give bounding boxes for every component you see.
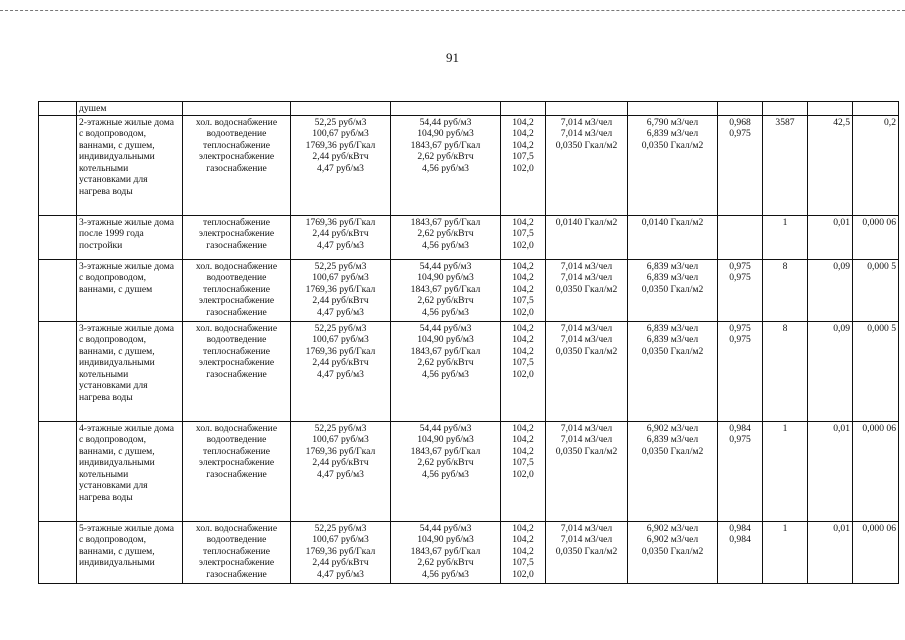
tariff-old-cell xyxy=(291,115,391,215)
tariff-new-cell-line: 1843,67 руб/Гкал xyxy=(410,545,481,557)
norm-old-cell-line: 0,0350 Гкал/м2 xyxy=(555,545,618,557)
tariff-new-cell-line: 104,90 руб/м3 xyxy=(417,534,474,545)
index-cell-line: 102,0 xyxy=(512,468,534,480)
tariff-old-cell-line: 4,47 руб/м3 xyxy=(317,568,364,580)
norm-old-cell-line: 0,0350 Гкал/м2 xyxy=(555,445,618,457)
share-cell xyxy=(853,102,899,116)
index-cell-line: 104,2 xyxy=(512,445,534,457)
services-cell xyxy=(183,321,291,421)
norm-new-cell-line: 6,839 м3/чел xyxy=(646,334,699,345)
index-cell-line: 107,5 xyxy=(512,357,534,368)
tariff-table xyxy=(38,101,899,584)
tariff-new-cell-line: 1843,67 руб/Гкал xyxy=(410,445,481,457)
index-cell-line: 104,2 xyxy=(512,260,534,272)
tariff-old-cell-line: 2,44 руб/кВтч xyxy=(312,357,369,368)
tariff-old-cell-line: 100,67 руб/м3 xyxy=(312,272,369,283)
margin-cell xyxy=(39,102,77,116)
norm-new-cell-line: 6,790 м3/чел xyxy=(646,116,699,128)
count-cell: 8 xyxy=(763,259,808,321)
norm-new-cell-line: 6,839 м3/чел xyxy=(646,128,699,139)
value-cell xyxy=(808,102,853,116)
index-cell-line: 104,2 xyxy=(512,116,534,128)
table-row xyxy=(39,521,899,583)
norm-new-cell-line: 0,0350 Гкал/м2 xyxy=(641,345,704,357)
index-cell xyxy=(501,115,546,215)
coefficient-cell-line: 0,975 xyxy=(729,260,751,272)
tariff-new-cell-line: 4,56 руб/м3 xyxy=(422,368,469,380)
services-cell-line: хол. водоснабжение xyxy=(195,422,278,434)
index-cell-line: 104,2 xyxy=(512,272,534,283)
tariff-old-cell-line: 2,44 руб/кВтч xyxy=(312,295,369,306)
table-row xyxy=(39,259,899,321)
tariff-new-cell-line: 104,90 руб/м3 xyxy=(417,272,474,283)
coefficient-cell-line: 0,975 xyxy=(729,334,751,345)
norm-new-cell-line: 6,839 м3/чел xyxy=(646,260,699,272)
services-cell xyxy=(183,215,291,259)
tariff-new-cell-line: 2,62 руб/кВтч xyxy=(417,295,474,306)
coefficient-cell xyxy=(718,321,763,421)
services-cell-line: теплоснабжение xyxy=(203,139,270,151)
building-type-cell: 2-этажные жилые дома с водопроводом, ваннами, с душем, индивидуальными котельными установками для нагрева воды xyxy=(77,115,183,215)
value-cell: 42,5 xyxy=(808,115,853,215)
index-cell-line: 104,2 xyxy=(512,139,534,151)
services-cell-line: хол. водоснабжение xyxy=(195,116,278,128)
norm-old-cell xyxy=(546,102,628,116)
value-cell: 0,09 xyxy=(808,259,853,321)
tariff-old-cell-line: 2,44 руб/кВтч xyxy=(312,557,369,568)
tariff-new-cell xyxy=(391,102,501,116)
tariff-old-cell-line: 2,44 руб/кВтч xyxy=(312,457,369,468)
index-cell-line: 107,5 xyxy=(512,228,534,239)
services-cell-line: газоснабжение xyxy=(206,239,267,251)
tariff-new-cell-line: 104,90 руб/м3 xyxy=(417,434,474,445)
index-cell-line: 107,5 xyxy=(512,557,534,568)
index-cell-line: 102,0 xyxy=(512,368,534,380)
coefficient-cell-line: 0,975 xyxy=(729,434,751,445)
norm-new-cell-line: 6,839 м3/чел xyxy=(646,322,699,334)
services-cell-line: водоотведение xyxy=(206,334,267,345)
services-cell xyxy=(183,102,291,116)
table-body xyxy=(39,102,899,584)
coefficient-cell-line: 0,975 xyxy=(729,322,751,334)
services-cell-line: хол. водоснабжение xyxy=(195,260,278,272)
services-cell-line: электроснабжение xyxy=(198,357,275,368)
services-cell-line: водоотведение xyxy=(206,128,267,139)
services-cell xyxy=(183,421,291,521)
services-cell-line: газоснабжение xyxy=(206,468,267,480)
tariff-old-cell-line: 4,47 руб/м3 xyxy=(317,306,364,318)
margin-cell xyxy=(39,521,77,583)
index-cell-line: 107,5 xyxy=(512,457,534,468)
building-type-cell: душем xyxy=(77,102,183,116)
value-cell: 0,01 xyxy=(808,421,853,521)
services-cell-line: электроснабжение xyxy=(198,228,275,239)
services-cell-line: теплоснабжение xyxy=(203,445,270,457)
index-cell-line: 104,2 xyxy=(512,334,534,345)
norm-old-cell-line: 0,0350 Гкал/м2 xyxy=(555,139,618,151)
tariff-new-cell-line: 2,62 руб/кВтч xyxy=(417,457,474,468)
value-cell: 0,09 xyxy=(808,321,853,421)
norm-old-cell-line: 7,014 м3/чел xyxy=(560,522,613,534)
tariff-new-cell-line: 54,44 руб/м3 xyxy=(419,260,472,272)
norm-new-cell-line: 0,0350 Гкал/м2 xyxy=(641,283,704,295)
tariff-new-cell xyxy=(391,521,501,583)
tariff-old-cell-line: 4,47 руб/м3 xyxy=(317,162,364,174)
norm-new-cell xyxy=(628,102,718,116)
tariff-new-cell-line: 54,44 руб/м3 xyxy=(419,116,472,128)
services-cell-line: газоснабжение xyxy=(206,368,267,380)
building-type-cell: 3-этажные жилые дома с водопроводом, ваннами, с душем xyxy=(77,259,183,321)
tariff-new-cell xyxy=(391,215,501,259)
norm-old-cell-line: 7,014 м3/чел xyxy=(560,434,613,445)
index-cell-line: 102,0 xyxy=(512,162,534,174)
value-cell: 0,01 xyxy=(808,215,853,259)
tariff-old-cell-line: 1769,36 руб/Гкал xyxy=(305,345,376,357)
tariff-new-cell-line: 1843,67 руб/Гкал xyxy=(410,283,481,295)
value-cell: 0,01 xyxy=(808,521,853,583)
tariff-old-cell xyxy=(291,259,391,321)
tariff-new-cell xyxy=(391,321,501,421)
index-cell xyxy=(501,259,546,321)
margin-cell xyxy=(39,321,77,421)
index-cell xyxy=(501,102,546,116)
share-cell: 0,000 06 xyxy=(853,215,899,259)
services-cell xyxy=(183,115,291,215)
building-type-cell: 3-этажные жилые дома с водопроводом, ваннами, с душем, индивидуальными котельными установками для нагрева воды xyxy=(77,321,183,421)
tariff-old-cell-line: 52,25 руб/м3 xyxy=(314,116,367,128)
norm-old-cell-line: 0,0140 Гкал/м2 xyxy=(555,216,618,228)
norm-old-cell-line: 7,014 м3/чел xyxy=(560,260,613,272)
services-cell-line: хол. водоснабжение xyxy=(195,522,278,534)
tariff-new-cell-line: 104,90 руб/м3 xyxy=(417,334,474,345)
margin-cell xyxy=(39,421,77,521)
tariff-new-cell-line: 54,44 руб/м3 xyxy=(419,422,472,434)
services-cell xyxy=(183,521,291,583)
share-cell: 0,000 06 xyxy=(853,421,899,521)
building-type-cell: 5-этажные жилые дома с водопроводом, ваннами, с душем, индивидуальными xyxy=(77,521,183,583)
index-cell-line: 104,2 xyxy=(512,534,534,545)
index-cell xyxy=(501,421,546,521)
index-cell-line: 104,2 xyxy=(512,345,534,357)
norm-old-cell-line: 0,0350 Гкал/м2 xyxy=(555,283,618,295)
tariff-new-cell-line: 2,62 руб/кВтч xyxy=(417,228,474,239)
norm-new-cell-line: 0,0350 Гкал/м2 xyxy=(641,445,704,457)
coefficient-cell-line: 0,975 xyxy=(729,272,751,283)
tariff-new-cell-line: 4,56 руб/м3 xyxy=(422,306,469,318)
tariff-old-cell xyxy=(291,102,391,116)
coefficient-cell-line: 0,984 xyxy=(729,534,751,545)
table-row xyxy=(39,102,899,116)
norm-old-cell-line: 0,0350 Гкал/м2 xyxy=(555,345,618,357)
norm-old-cell xyxy=(546,321,628,421)
norm-old-cell-line: 7,014 м3/чел xyxy=(560,334,613,345)
norm-old-cell-line: 7,014 м3/чел xyxy=(560,128,613,139)
services-cell-line: хол. водоснабжение xyxy=(195,322,278,334)
tariff-new-cell-line: 2,62 руб/кВтч xyxy=(417,357,474,368)
services-cell-line: теплоснабжение xyxy=(203,545,270,557)
tariff-new-cell-line: 4,56 руб/м3 xyxy=(422,468,469,480)
tariff-old-cell-line: 4,47 руб/м3 xyxy=(317,239,364,251)
tariff-new-cell-line: 54,44 руб/м3 xyxy=(419,522,472,534)
services-cell-line: водоотведение xyxy=(206,434,267,445)
building-type-cell: 3-этажные жилые дома после 1999 года постройки xyxy=(77,215,183,259)
count-cell: 1 xyxy=(763,421,808,521)
services-cell-line: электроснабжение xyxy=(198,151,275,162)
tariff-old-cell-line: 100,67 руб/м3 xyxy=(312,534,369,545)
norm-new-cell xyxy=(628,259,718,321)
coefficient-cell xyxy=(718,259,763,321)
coefficient-cell xyxy=(718,521,763,583)
services-cell-line: теплоснабжение xyxy=(203,216,270,228)
index-cell-line: 104,2 xyxy=(512,434,534,445)
count-cell: 1 xyxy=(763,215,808,259)
norm-new-cell-line: 6,902 м3/чел xyxy=(646,534,699,545)
count-cell: 3587 xyxy=(763,115,808,215)
tariff-old-cell-line: 4,47 руб/м3 xyxy=(317,368,364,380)
coefficient-cell-line: 0,968 xyxy=(729,116,751,128)
tariff-new-cell-line: 2,62 руб/кВтч xyxy=(417,151,474,162)
services-cell-line: электроснабжение xyxy=(198,457,275,468)
tariff-new-cell xyxy=(391,115,501,215)
tariff-old-cell-line: 2,44 руб/кВтч xyxy=(312,228,369,239)
services-cell-line: теплоснабжение xyxy=(203,345,270,357)
share-cell: 0,000 5 xyxy=(853,321,899,421)
services-cell-line: газоснабжение xyxy=(206,568,267,580)
tariff-old-cell-line: 52,25 руб/м3 xyxy=(314,260,367,272)
table-row xyxy=(39,115,899,215)
table-row xyxy=(39,421,899,521)
norm-new-cell xyxy=(628,321,718,421)
tariff-new-cell-line: 1843,67 руб/Гкал xyxy=(410,345,481,357)
norm-old-cell xyxy=(546,259,628,321)
share-cell: 0,000 5 xyxy=(853,259,899,321)
index-cell-line: 104,2 xyxy=(512,545,534,557)
index-cell-line: 102,0 xyxy=(512,568,534,580)
building-type-cell: 4-этажные жилые дома с водопроводом, ваннами, с душем, индивидуальными котельными установками для нагрева воды xyxy=(77,421,183,521)
norm-old-cell-line: 7,014 м3/чел xyxy=(560,422,613,434)
index-cell-line: 104,2 xyxy=(512,522,534,534)
coefficient-cell xyxy=(718,421,763,521)
index-cell-line: 104,2 xyxy=(512,422,534,434)
tariff-old-cell-line: 100,67 руб/м3 xyxy=(312,434,369,445)
table-row xyxy=(39,215,899,259)
tariff-old-cell xyxy=(291,421,391,521)
norm-new-cell-line: 6,902 м3/чел xyxy=(646,422,699,434)
norm-old-cell-line: 7,014 м3/чел xyxy=(560,272,613,283)
services-cell-line: электроснабжение xyxy=(198,295,275,306)
norm-old-cell-line: 7,014 м3/чел xyxy=(560,116,613,128)
coefficient-cell xyxy=(718,115,763,215)
coefficient-cell-line: 0,984 xyxy=(729,522,751,534)
tariff-old-cell-line: 52,25 руб/м3 xyxy=(314,522,367,534)
index-cell-line: 104,2 xyxy=(512,128,534,139)
tariff-old-cell-line: 1769,36 руб/Гкал xyxy=(305,283,376,295)
norm-new-cell xyxy=(628,215,718,259)
norm-old-cell-line: 7,014 м3/чел xyxy=(560,322,613,334)
index-cell-line: 102,0 xyxy=(512,239,534,251)
tariff-new-cell-line: 1843,67 руб/Гкал xyxy=(410,139,481,151)
coefficient-cell-line: 0,975 xyxy=(729,128,751,139)
tariff-old-cell-line: 1769,36 руб/Гкал xyxy=(305,216,376,228)
norm-new-cell-line: 0,0350 Гкал/м2 xyxy=(641,545,704,557)
norm-new-cell-line: 0,0140 Гкал/м2 xyxy=(641,216,704,228)
services-cell-line: электроснабжение xyxy=(198,557,275,568)
table-row xyxy=(39,321,899,421)
tariff-old-cell-line: 100,67 руб/м3 xyxy=(312,128,369,139)
norm-new-cell xyxy=(628,115,718,215)
coefficient-cell xyxy=(718,215,763,259)
tariff-new-cell-line: 4,56 руб/м3 xyxy=(422,239,469,251)
services-cell-line: газоснабжение xyxy=(206,306,267,318)
norm-old-cell xyxy=(546,115,628,215)
share-cell: 0,2 xyxy=(853,115,899,215)
tariff-new-cell xyxy=(391,421,501,521)
top-rule xyxy=(0,10,905,11)
tariff-old-cell xyxy=(291,521,391,583)
norm-old-cell xyxy=(546,521,628,583)
index-cell-line: 104,2 xyxy=(512,322,534,334)
norm-new-cell-line: 6,839 м3/чел xyxy=(646,272,699,283)
services-cell xyxy=(183,259,291,321)
index-cell xyxy=(501,215,546,259)
count-cell: 1 xyxy=(763,521,808,583)
tariff-new-cell-line: 1843,67 руб/Гкал xyxy=(410,216,481,228)
tariff-old-cell-line: 52,25 руб/м3 xyxy=(314,422,367,434)
tariff-new-cell-line: 54,44 руб/м3 xyxy=(419,322,472,334)
index-cell xyxy=(501,321,546,421)
norm-new-cell xyxy=(628,421,718,521)
page-number: 91 xyxy=(446,50,459,65)
tariff-new-cell-line: 104,90 руб/м3 xyxy=(417,128,474,139)
tariff-new-cell-line: 4,56 руб/м3 xyxy=(422,568,469,580)
index-cell-line: 107,5 xyxy=(512,295,534,306)
tariff-old-cell-line: 100,67 руб/м3 xyxy=(312,334,369,345)
index-cell-line: 107,5 xyxy=(512,151,534,162)
count-cell: 8 xyxy=(763,321,808,421)
tariff-old-cell xyxy=(291,321,391,421)
tariff-old-cell-line: 4,47 руб/м3 xyxy=(317,468,364,480)
index-cell xyxy=(501,521,546,583)
tariff-old-cell-line: 52,25 руб/м3 xyxy=(314,322,367,334)
services-cell-line: водоотведение xyxy=(206,534,267,545)
coefficient-cell xyxy=(718,102,763,116)
norm-old-cell xyxy=(546,215,628,259)
services-cell-line: водоотведение xyxy=(206,272,267,283)
norm-old-cell-line: 7,014 м3/чел xyxy=(560,534,613,545)
index-cell-line: 102,0 xyxy=(512,306,534,318)
count-cell xyxy=(763,102,808,116)
norm-old-cell xyxy=(546,421,628,521)
norm-new-cell xyxy=(628,521,718,583)
share-cell: 0,000 06 xyxy=(853,521,899,583)
tariff-new-cell xyxy=(391,259,501,321)
margin-cell xyxy=(39,215,77,259)
tariff-old-cell-line: 1769,36 руб/Гкал xyxy=(305,445,376,457)
tariff-new-cell-line: 2,62 руб/кВтч xyxy=(417,557,474,568)
margin-cell xyxy=(39,259,77,321)
norm-new-cell-line: 6,839 м3/чел xyxy=(646,434,699,445)
norm-new-cell-line: 6,902 м3/чел xyxy=(646,522,699,534)
tariff-old-cell xyxy=(291,215,391,259)
tariff-old-cell-line: 1769,36 руб/Гкал xyxy=(305,139,376,151)
margin-cell xyxy=(39,115,77,215)
tariff-new-cell-line: 4,56 руб/м3 xyxy=(422,162,469,174)
tariff-old-cell-line: 2,44 руб/кВтч xyxy=(312,151,369,162)
tariff-old-cell-line: 1769,36 руб/Гкал xyxy=(305,545,376,557)
coefficient-cell-line: 0,984 xyxy=(729,422,751,434)
services-cell-line: теплоснабжение xyxy=(203,283,270,295)
services-cell-line: газоснабжение xyxy=(206,162,267,174)
index-cell-line: 104,2 xyxy=(512,283,534,295)
index-cell-line: 104,2 xyxy=(512,216,534,228)
norm-new-cell-line: 0,0350 Гкал/м2 xyxy=(641,139,704,151)
